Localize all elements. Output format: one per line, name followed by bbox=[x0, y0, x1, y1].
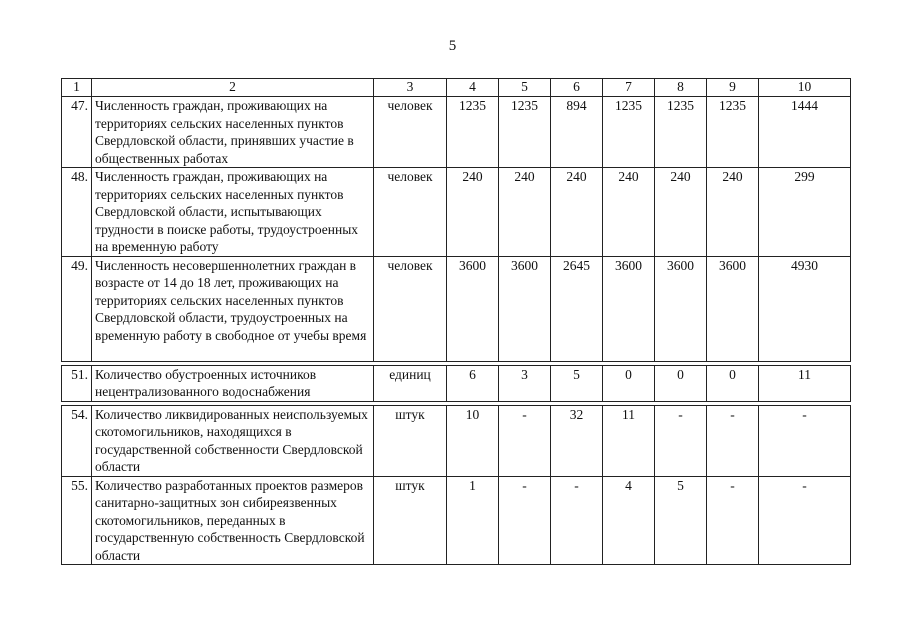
unit-cell: человек bbox=[374, 256, 447, 361]
value-cell: 0 bbox=[707, 365, 759, 401]
table-row bbox=[62, 405, 851, 476]
value-cell: - bbox=[759, 476, 851, 565]
value-cell: 240 bbox=[655, 168, 707, 257]
table-row bbox=[62, 365, 851, 401]
value-cell: - bbox=[707, 476, 759, 565]
unit-cell: человек bbox=[374, 168, 447, 257]
value-cell: 1235 bbox=[707, 97, 759, 168]
value-cell: - bbox=[499, 476, 551, 565]
indicators-table-container bbox=[61, 78, 850, 565]
value-cell: 240 bbox=[603, 168, 655, 257]
value-cell: 11 bbox=[759, 365, 851, 401]
indicator-name: Численность граждан, проживающих на территориях сельских населенных пунктов Свердловской области, испытывающих трудности в поиске работы, трудоустроенных на временную работу bbox=[92, 168, 374, 257]
header-col-2: 2 bbox=[92, 79, 374, 97]
indicator-name: Количество обустроенных источников нецентрализованного водоснабжения bbox=[92, 365, 374, 401]
value-cell: 32 bbox=[551, 405, 603, 476]
unit-cell: штук bbox=[374, 476, 447, 565]
value-cell: - bbox=[759, 405, 851, 476]
row-number: 55. bbox=[62, 476, 92, 565]
value-cell: 1235 bbox=[447, 97, 499, 168]
value-cell: - bbox=[499, 405, 551, 476]
unit-cell: штук bbox=[374, 405, 447, 476]
value-cell: - bbox=[707, 405, 759, 476]
value-cell: 240 bbox=[707, 168, 759, 257]
unit-cell: человек bbox=[374, 97, 447, 168]
value-cell: 3600 bbox=[499, 256, 551, 361]
value-cell: 1235 bbox=[499, 97, 551, 168]
row-number: 54. bbox=[62, 405, 92, 476]
value-cell: 894 bbox=[551, 97, 603, 168]
page-number: 5 bbox=[448, 38, 457, 54]
value-cell: 11 bbox=[603, 405, 655, 476]
value-cell: 299 bbox=[759, 168, 851, 257]
value-cell: 3 bbox=[499, 365, 551, 401]
indicator-name: Численность граждан, проживающих на территориях сельских населенных пунктов Свердловской области, принявших участие в общественных работах bbox=[92, 97, 374, 168]
value-cell: 1235 bbox=[655, 97, 707, 168]
value-cell: 1 bbox=[447, 476, 499, 565]
header-col-8: 8 bbox=[655, 79, 707, 97]
value-cell: 4930 bbox=[759, 256, 851, 361]
value-cell: 240 bbox=[447, 168, 499, 257]
value-cell: 0 bbox=[655, 365, 707, 401]
value-cell: 1444 bbox=[759, 97, 851, 168]
value-cell: - bbox=[655, 405, 707, 476]
indicator-name: Количество ликвидированных неиспользуемых скотомогильников, находящихся в государственной собственности Свердловской области bbox=[92, 405, 374, 476]
value-cell: 1235 bbox=[603, 97, 655, 168]
table-row bbox=[62, 476, 851, 565]
value-cell: 5 bbox=[551, 365, 603, 401]
row-number: 51. bbox=[62, 365, 92, 401]
header-col-4: 4 bbox=[447, 79, 499, 97]
indicator-name: Численность несовершеннолетних граждан в возрасте от 14 до 18 лет, проживающих на территориях сельских населенных пунктов Свердловской области, трудоустроенных на временную работу в свободное от учебы время bbox=[92, 256, 374, 361]
row-number: 49. bbox=[62, 256, 92, 361]
header-col-10: 10 bbox=[759, 79, 851, 97]
row-number: 48. bbox=[62, 168, 92, 257]
value-cell: 240 bbox=[499, 168, 551, 257]
header-col-6: 6 bbox=[551, 79, 603, 97]
value-cell: 10 bbox=[447, 405, 499, 476]
value-cell: 3600 bbox=[655, 256, 707, 361]
table-row bbox=[62, 256, 851, 361]
value-cell: 3600 bbox=[707, 256, 759, 361]
value-cell: 2645 bbox=[551, 256, 603, 361]
value-cell: 4 bbox=[603, 476, 655, 565]
table-row bbox=[62, 168, 851, 257]
header-col-5: 5 bbox=[499, 79, 551, 97]
value-cell: 3600 bbox=[447, 256, 499, 361]
header-col-9: 9 bbox=[707, 79, 759, 97]
indicators-table bbox=[61, 78, 851, 565]
value-cell: 240 bbox=[551, 168, 603, 257]
value-cell: 5 bbox=[655, 476, 707, 565]
header-row bbox=[62, 79, 851, 97]
unit-cell: единиц bbox=[374, 365, 447, 401]
row-number: 47. bbox=[62, 97, 92, 168]
header-col-1: 1 bbox=[62, 79, 92, 97]
value-cell: 6 bbox=[447, 365, 499, 401]
indicator-name: Количество разработанных проектов размеров санитарно-защитных зон сибиреязвенных скотомогильников, переданных в государственную собственность Свердловской области bbox=[92, 476, 374, 565]
value-cell: 3600 bbox=[603, 256, 655, 361]
table-row bbox=[62, 97, 851, 168]
header-col-3: 3 bbox=[374, 79, 447, 97]
value-cell: - bbox=[551, 476, 603, 565]
value-cell: 0 bbox=[603, 365, 655, 401]
header-col-7: 7 bbox=[603, 79, 655, 97]
